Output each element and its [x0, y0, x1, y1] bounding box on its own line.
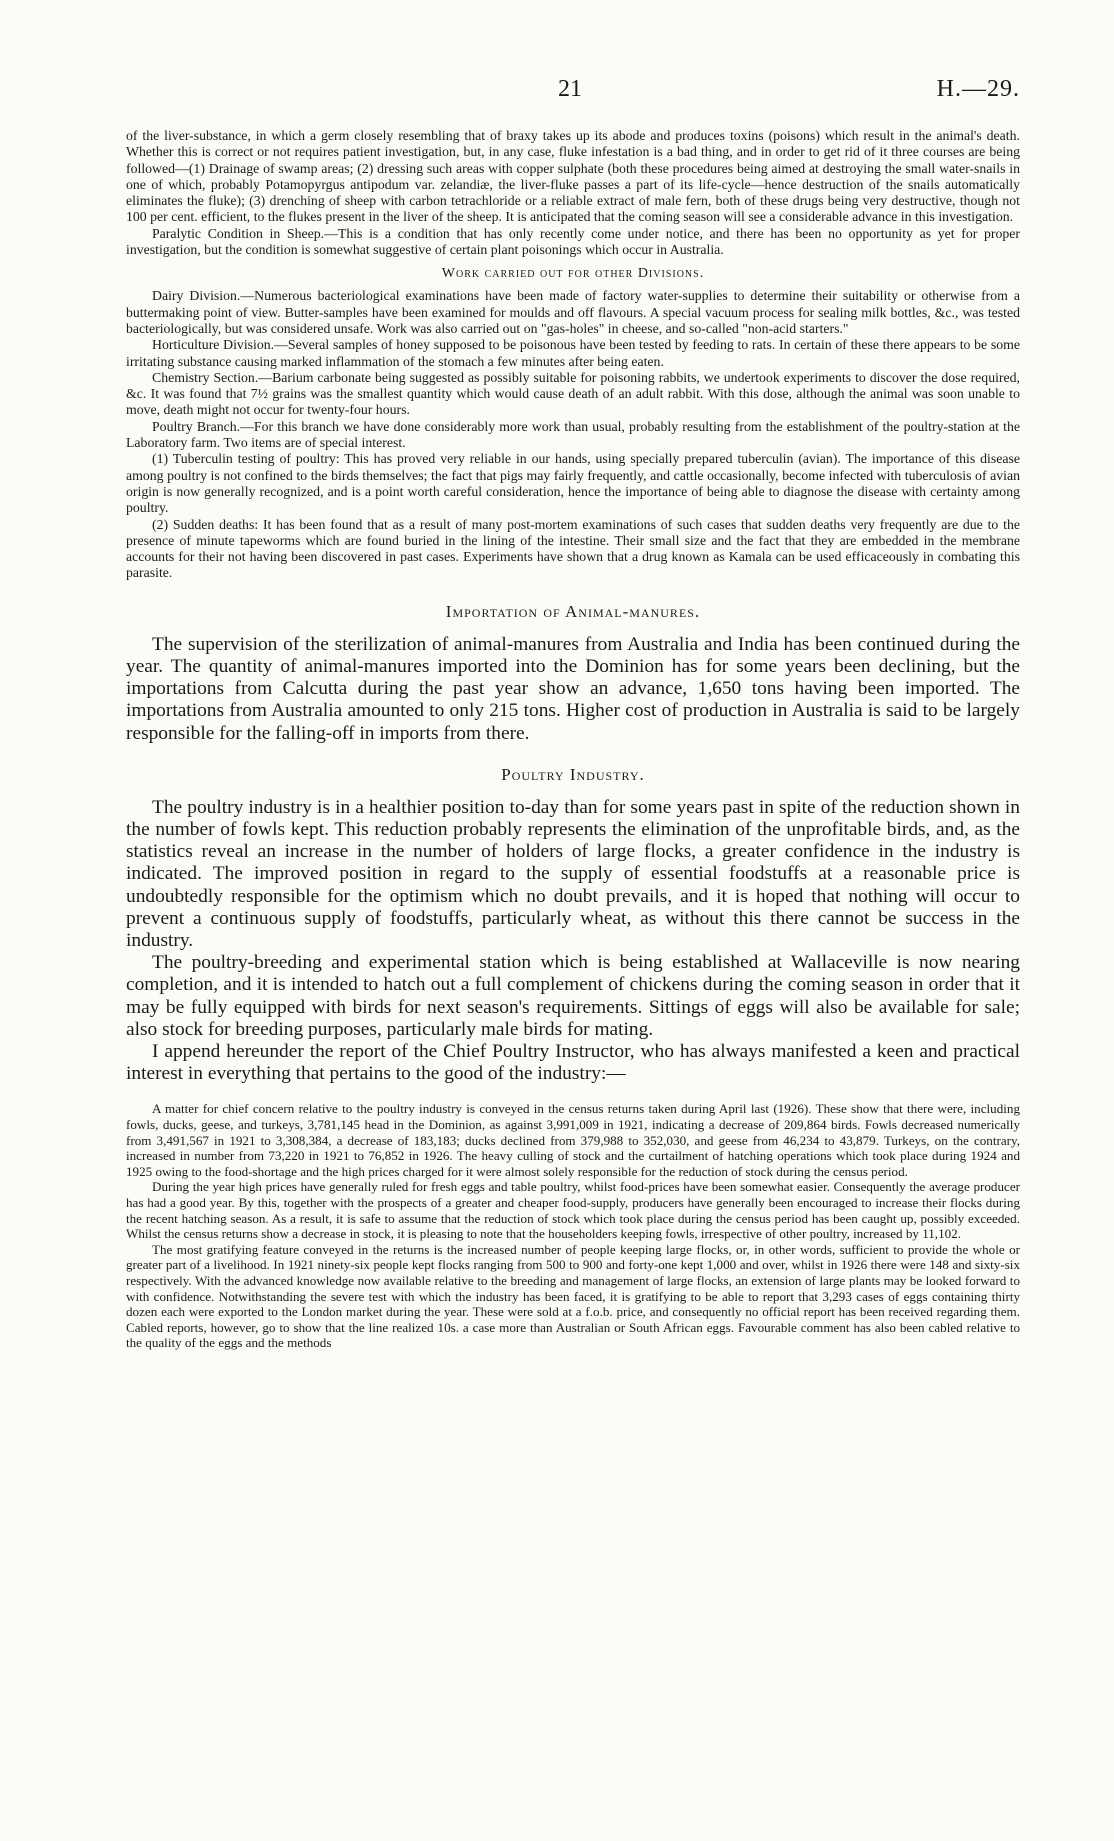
paragraph: (1) Tuberculin testing of poultry: This has proved very reliable in our hands, using specially prepared tuberculin (avian). The importance of this disease among poultry is not confined to the birds themselves; the fact that pigs may fairly frequently, and cattle occasionally, become infected with tuberculosis of avian origin is now generally recognized, and is a point worth careful consideration, hence the importance of being able to diagnose the disease with certainty among poultry. [126, 451, 1020, 516]
page-header [0, 76, 1114, 116]
section-heading-other-divisions: Work carried out for other Divisions. [441, 266, 705, 282]
paragraph: (2) Sudden deaths: It has been found that as a result of many post-mortem examinations of such cases that sudden deaths very frequently are due to the presence of minute tapeworms which are found buried in the lining of the intestine. Their small size and the fact that they are embedded in the membrane accounts for their not having been discovered in past cases. Experiments have shown that a drug known as Kamala can be used efficaceously in combating this parasite. [126, 516, 1020, 581]
section-poultry-industry [126, 797, 1020, 1086]
paragraph: Poultry Branch.—For this branch we have done considerably more work than usual, probably resulting from the establishment of the poultry-station at the Laboratory farm. Two items are of special interest. [126, 418, 1020, 451]
section-animal-manures [126, 634, 1020, 745]
poultry-instructor-report [126, 1101, 1020, 1351]
section-heading-animal-manures: Importation of Animal-manures. [445, 601, 701, 621]
paragraph: of the liver-substance, in which a germ closely resembling that of braxy takes up its abode and produces toxins (poisons) which result in the animal's death. Whether this is correct or not requires patient investigation, but, in any case, fluke infestation is a bad thing, and in order to get rid of it three courses are being followed—(1) Drainage of swamp areas; (2) dressing such areas with copper sulphate (both these procedures being aimed at destroying the small water-snails in one of which, probably Potamopyrgus antipodum var. zelandiæ, the liver-fluke passes a part of its life-cycle—hence destruction of the snails automatically eliminates the fluke); (3) drenching of sheep with carbon tetrachloride or a reliable extract of male fern, both of these drugs being very destructive, though not 100 per cent. efficient, to the flukes present in the liver of the sheep. It is anticipated that the coming season will see a considerable advance in this investigation. [126, 128, 1020, 225]
paragraph: Horticulture Division.—Several samples of honey supposed to be poisonous have been tested by feeding to rats. In certain of these there appears to be some irritating substance causing marked inflammation of the stomach a few minutes after being eaten. [126, 337, 1020, 369]
paragraph: During the year high prices have generally ruled for fresh eggs and table poultry, whilst food-prices have been somewhat easier. Consequently the average producer has had a good year. By this, together with the prospects of a greater and cheaper food-supply, producers have generally been encouraged to increase their flocks during the recent hatching season. As a result, it is safe to assume that the reduction of stock which took place during the census period has been caught up, possibly exceeded. Whilst the census returns show a decrease in stock, it is pleasing to note that the householders keeping fowls, irrespective of other poultry, increased by 11,102. [126, 1179, 1020, 1242]
paragraph: The poultry-breeding and experimental station which is being established at Wallaceville is now nearing completion, and it is intended to hatch out a full complement of chickens during the coming season in order that it may be fully equipped with birds for next season's requirements. Sittings of eggs will also be available for sale; also stock for breeding purposes, particularly male birds for mating. [126, 952, 1020, 1040]
page-content [126, 128, 1020, 1351]
section-other-divisions [126, 288, 1020, 581]
paragraph: The most gratifying feature conveyed in the returns is the increased number of people keeping large flocks, or, in other words, sufficient to provide the whole or greater part of a livelihood. In 1921 ninety-six people kept flocks ranging from 500 to 900 and forty-one kept 1,000 and over, whilst in 1926 there were 148 and sixty-six respectively. With the advanced knowledge now available relative to the breeding and management of large flocks, an extension of large plants may be looked forward to with confidence. Notwithstanding the severe test with which the industry has been faced, it is gratifying to be able to report that 3,293 cases of eggs containing thirty dozen each were exported to the London market during the year. These were sold at a f.o.b. price, and consequently no official report has been received regarding them. Cabled reports, however, go to show that the line realized 10s. a case more than Australian or South African eggs. Favourable comment has also been cabled relative to the quality of the eggs and the methods [126, 1241, 1020, 1351]
paragraph: Paralytic Condition in Sheep.—This is a condition that has only recently come under notice, and there has been no opportunity as yet for proper investigation, but the condition is somewhat suggestive of certain plant poisonings which occur in Australia. [126, 225, 1020, 258]
paragraph: A matter for chief concern relative to the poultry industry is conveyed in the census returns taken during April last (1926). These show that there were, including fowls, ducks, geese, and turkeys, 3,781,145 head in the Dominion, as against 3,991,009 in 1921, indicating a decrease of 209,864 birds. Fowls decreased numerically from 3,491,567 in 1921 to 3,308,384, a decrease of 183,183; ducks declined from 379,988 to 352,030, and geese from 46,234 to 43,879. Turkeys, on the contrary, increased in number from 73,220 in 1921 to 76,852 in 1926. The heavy culling of stock and the curtailment of hatching operations which took place during 1924 and 1925 owing to the food-shortage and the high prices charged for it were almost solely responsible for the reduction of stock during the census period. [126, 1101, 1020, 1179]
paragraph: Chemistry Section.—Barium carbonate being suggested as possibly suitable for poisoning rabbits, we undertook experiments to discover the dose required, &c. It was found that 7½ grains was the smallest quantity which would cause death of an adult rabbit. With this dose, although the animal was soon unable to move, death might not occur for twenty-four hours. [126, 369, 1020, 418]
paragraph: I append hereunder the report of the Chief Poultry Instructor, who has always manifested a keen and practical interest in everything that pertains to the good of the industry:— [126, 1040, 1020, 1085]
paragraph: The poultry industry is in a healthier position to-day than for some years past in spite of the reduction shown in the number of fowls kept. This reduction probably represents the elimination of the unprofitable birds, and, as the statistics reveal an increase in the number of holders of large flocks, a greater confidence in the industry is indicated. The improved position in regard to the supply of essential foodstuffs at a reasonable price is undoubtedly responsible for the optimism which no doubt prevails, and it is hoped that nothing will occur to prevent a continuous supply of foodstuffs, particularly wheat, as without this there cannot be success in the industry. [126, 796, 1020, 951]
paragraph: The supervision of the sterilization of animal-manures from Australia and India has been continued during the year. The quantity of animal-manures imported into the Dominion has for some years been declining, but the importations from Calcutta during the past year show an advance, 1,650 tons having been imported. The importations from Australia amounted to only 215 tons. Higher cost of production in Australia is said to be largely responsible for the falling-off in imports from there. [126, 633, 1020, 744]
document-reference: H.—29. [936, 76, 1020, 102]
page-number: 21 [558, 76, 582, 102]
section-liver-fluke [126, 128, 1020, 258]
section-heading-poultry-industry: Poultry Industry. [501, 764, 645, 784]
paragraph: Dairy Division.—Numerous bacteriological examinations have been made of factory water-supplies to determine their suitability or otherwise from a buttermaking point of view. Butter-samples have been examined for moulds and off flavours. A special vacuum process for sealing milk bottles, &c., was tested bacteriologically, but was considered unsafe. Work was also carried out on "gas-holes" in cheese, and so-called "non-acid starters." [126, 288, 1020, 336]
